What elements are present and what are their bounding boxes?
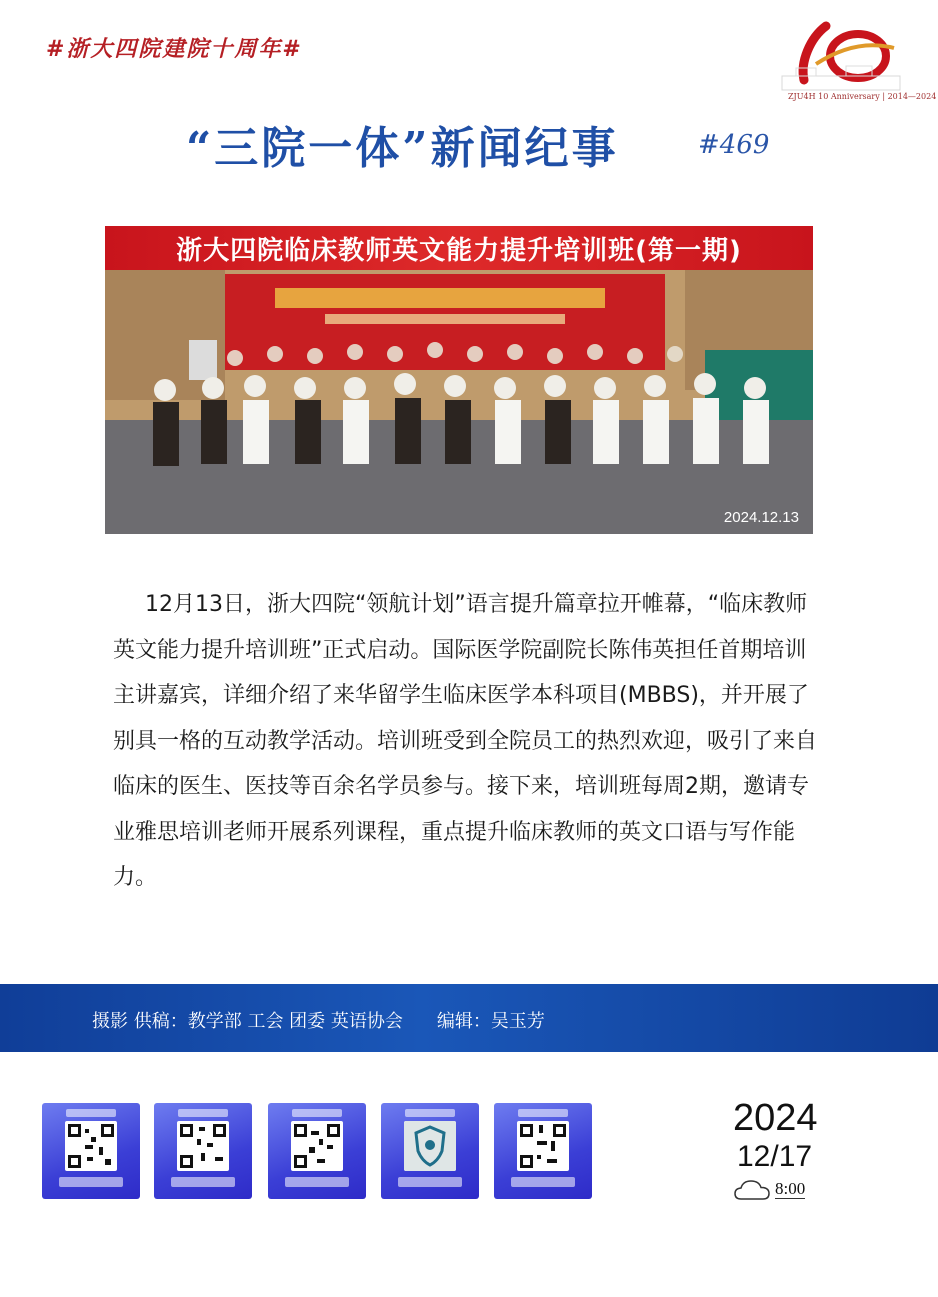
qr-code-icon <box>291 1121 343 1171</box>
editor-credit: 编辑：吴玉芳 <box>436 1011 545 1032</box>
qr-card-2[interactable] <box>154 1103 252 1199</box>
issue-number: #469 <box>698 130 770 160</box>
cloud-icon <box>733 1178 771 1202</box>
qr-code-icon <box>177 1121 229 1171</box>
date-month-day: 12/17 <box>737 1140 813 1173</box>
shield-badge-icon <box>404 1121 456 1171</box>
article-body: 12月13日，浙大四院“领航计划”语言提升篇章拉开帷幕，“临床教师英文能力提升培训班”正式启动。国际医学院副院长陈伟英担任首期培训主讲嘉宾，详细介绍了来华留学生临床医学本科项目(MBBS)，并开展了别具一格的互动教学活动。培训班受到全院员工的热烈欢迎，吸引了来自临床的医生、医技等百余名学员参与。接下来，培训班每周2期，邀请专业雅思培训老师开展系列课程，重点提升临床教师的英文口语与写作能力。 <box>113 592 818 890</box>
qr-code-icon <box>65 1121 117 1171</box>
group-photo <box>105 270 813 534</box>
article-banner: 浙大四院临床教师英文能力提升培训班(第一期) <box>105 226 813 270</box>
contributors-credit: 摄影 供稿：教学部 工会 团委 英语协会 <box>92 1011 403 1032</box>
logo-caption: ZJU4H 10 Anniversary | 2014—2024 <box>788 92 937 101</box>
qr-card-3[interactable] <box>268 1103 366 1199</box>
qr-card-5[interactable] <box>494 1103 592 1199</box>
qr-code-icon <box>517 1121 569 1171</box>
group-photo-image <box>105 270 813 534</box>
page-title: “三院一体”新闻纪事 <box>186 123 619 174</box>
photo-date-stamp: 2024.12.13 <box>723 509 799 526</box>
hashtag: #浙大四院建院十周年# <box>46 36 303 62</box>
qr-card-4[interactable] <box>381 1103 479 1199</box>
date-year: 2024 <box>733 1097 818 1139</box>
time-label: 8:00 <box>775 1179 806 1198</box>
credits-text <box>92 1007 545 1033</box>
qr-card-1[interactable] <box>42 1103 140 1199</box>
